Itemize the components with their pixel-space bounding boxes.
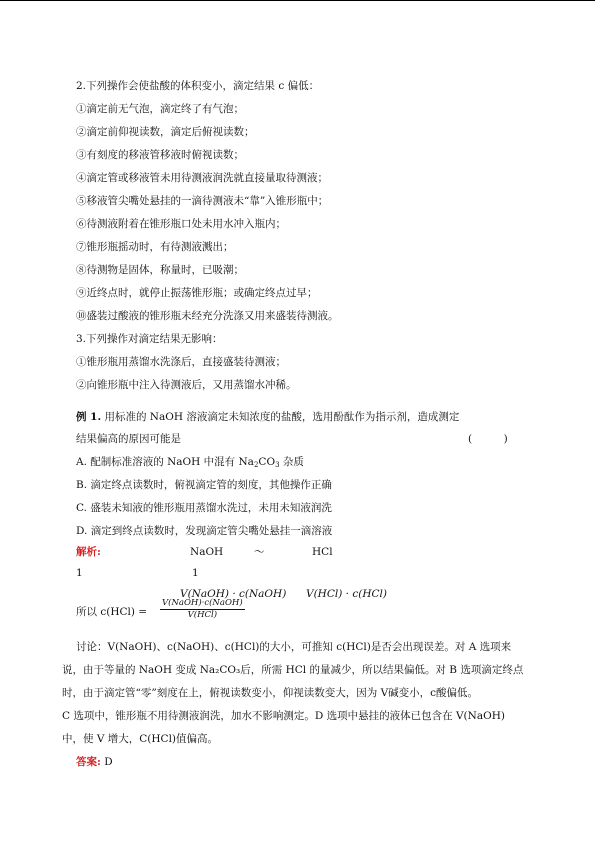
section2-item-4: ④滴定管或移液管未用待测液润洗就直接量取待测液； [76, 172, 328, 184]
fraction-numerator: V(NaOH)·c(NaOH) [162, 598, 243, 608]
analysis-naoh: NaOH [190, 546, 224, 558]
section3-item-2: ②向锥形瓶中注入待测液后，又用蒸馏水冲稀。 [76, 379, 297, 391]
answer-value: D [104, 756, 113, 768]
section2-heading: 2.下列操作会使盐酸的体积变小，滴定结果 c 偏低： [76, 80, 320, 92]
fraction-denominator: V(HCl) [187, 610, 218, 620]
answer-label: 答案: [76, 756, 101, 768]
discussion-line-1: 讨论：V(NaOH)、c(NaOH)、c(HCl)的大小，可推知 c(HCl)是否会出现误差。对 A 选项来 [76, 641, 512, 653]
answer-blank: ( ) [468, 433, 508, 445]
option-b: B. 滴定终点读数时，俯视滴定管的刻度，其他操作正确 [76, 479, 332, 491]
example-label: 例 1. [76, 411, 102, 423]
analysis-label: 解析: [76, 546, 101, 558]
section2-item-6: ⑥待测液附着在锥形瓶口处未用水冲入瓶内； [76, 218, 286, 230]
example-question-text: 用标准的 NaOH 溶液滴定未知浓度的盐酸，选用酚酞作为指示剂，造成测定 [104, 411, 460, 423]
section2-item-5: ⑤移液管尖嘴处悬挂的一滴待测液未“靠”入锥形瓶中； [76, 195, 329, 207]
section3-item-1: ①锥形瓶用蒸馏水洗涤后，直接盛装待测液； [76, 356, 286, 368]
section2-item-8: ⑧待测物是固体，称量时，已吸潮； [76, 264, 244, 276]
option-d: D. 滴定到终点读数时，发现滴定管尖嘴处悬挂一滴溶液 [76, 525, 333, 537]
analysis-fraction [160, 598, 245, 621]
analysis-hcl: HCl [312, 546, 333, 558]
section2-item-2: ②滴定前仰视读数，滴定后俯视读数； [76, 126, 255, 138]
section2-item-10: ⑩盛装过酸液的锥形瓶未经充分洗涤又用来盛装待测液。 [76, 310, 339, 322]
option-a: A. 配制标准溶液的 NaOH 中混有 $Na_2CO_3$ 杂质 [76, 456, 304, 469]
section2-item-9: ⑨近终点时，就停止振荡锥形瓶；或确定终点过早； [76, 287, 318, 299]
discussion-line-5: 中，使 V 增大，C(HCl)值偏高。 [62, 733, 219, 745]
answer-line [76, 756, 113, 769]
option-c: C. 盛装未知液的锥形瓶用蒸馏水洗过，未用未知液润洗 [76, 502, 332, 514]
analysis-v-hcl-c-hcl: V(HCl) · c(HCl) [306, 588, 387, 600]
section2-item-7: ⑦锥形瓶摇动时，有待测液溅出； [76, 241, 234, 253]
analysis-v-naoh-c-naoh: V(NaOH) · c(NaOH) [180, 588, 287, 600]
discussion-line-3: 时，由于滴定管“零”刻度在上，俯视读数变小，仰视读数变大，因为 V碱变小，c酸偏低。 [62, 687, 479, 699]
analysis-so-prefix: 所以 c(HCl) = [76, 606, 148, 618]
analysis-one-mid: 1 [192, 567, 199, 579]
section3-heading: 3.下列操作对滴定结果无影响： [76, 333, 223, 345]
analysis-tilde: ～ [254, 546, 265, 558]
discussion-line-4: C 选项中，锥形瓶不用待测液润洗，加水不影响测定。D 选项中悬挂的液体已包含在 V(NaOH) [62, 710, 505, 722]
section2-item-3: ③有刻度的移液管移液时俯视读数； [76, 149, 244, 161]
example-question-line1 [76, 411, 459, 424]
section2-item-1: ①滴定前无气泡，滴定终了有气泡； [76, 103, 244, 115]
discussion-line-2: 说，由于等量的 NaOH 变成 Na₂CO₃后，所需 HCl 的量减少，所以结果偏低。对 B 选项滴定终点 [62, 664, 524, 676]
page-top-rule [0, 0, 595, 1]
example-question-line2: 结果偏高的原因可能是 [76, 433, 181, 445]
analysis-one-left: 1 [76, 567, 83, 579]
